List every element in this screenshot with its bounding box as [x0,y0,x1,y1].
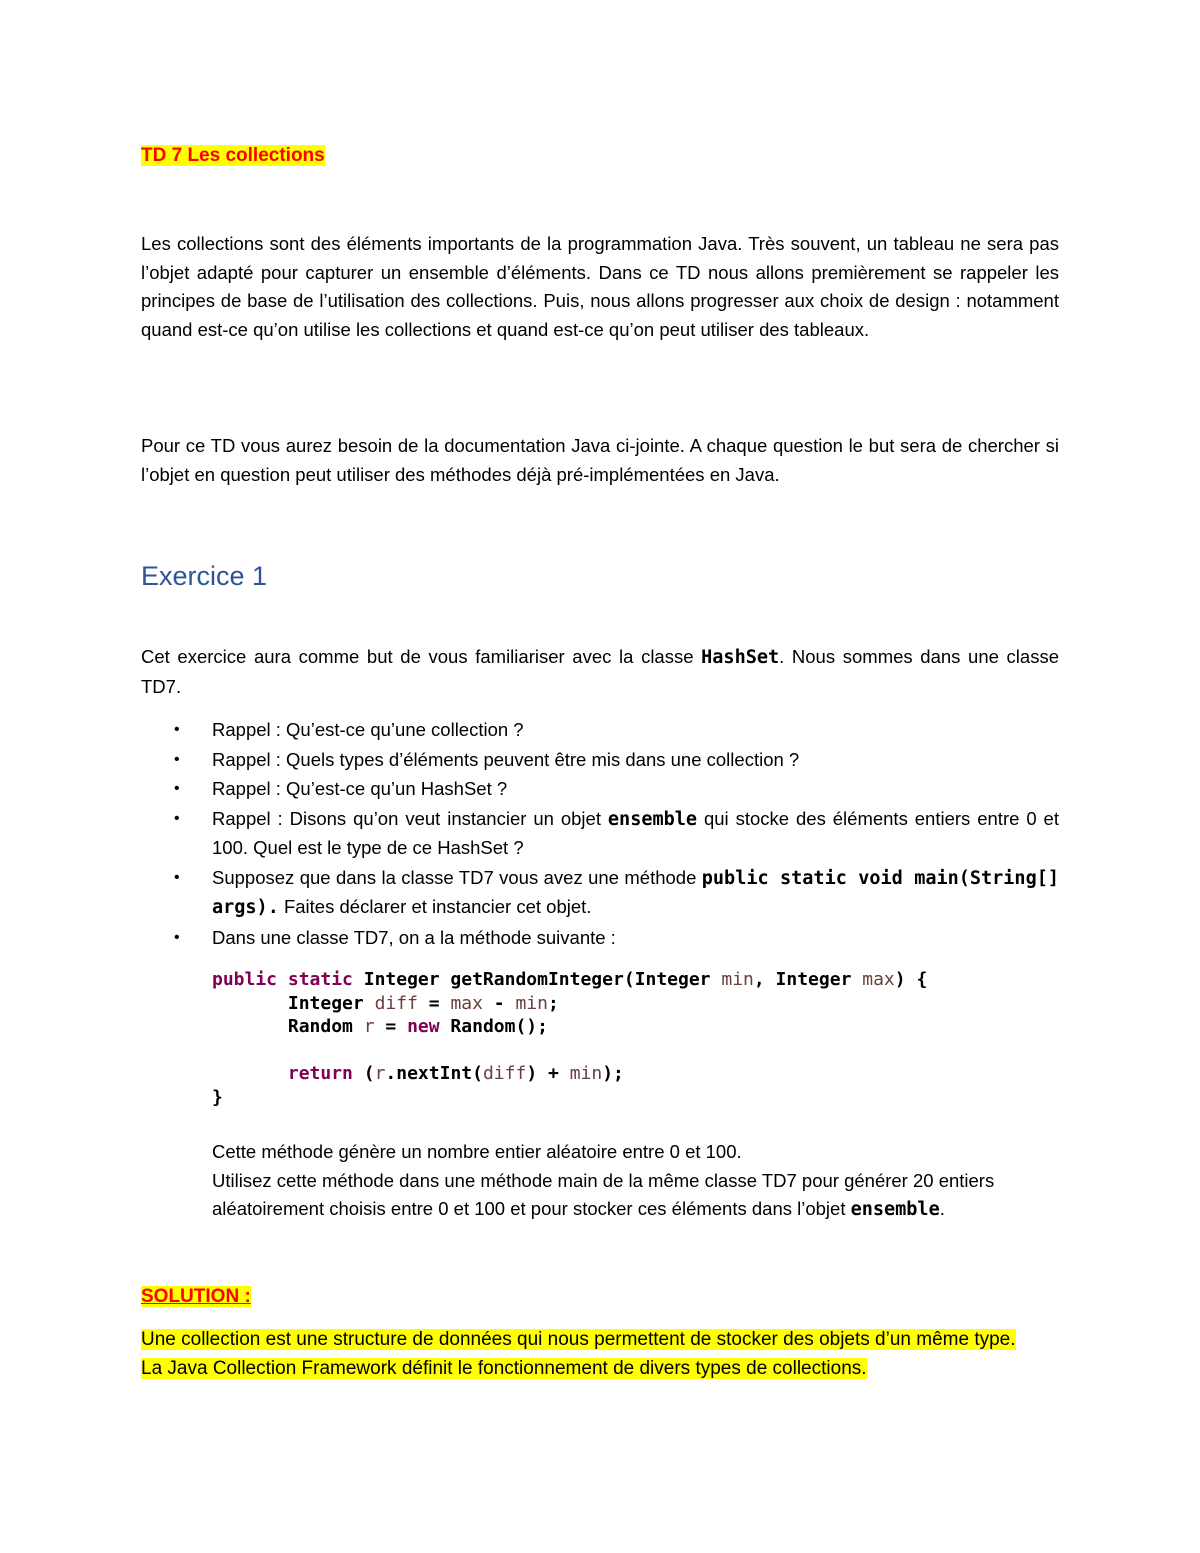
intro-paragraph-2: Pour ce TD vous aurez besoin de la documentation Java ci-jointe. A chaque question le but sera de chercher si l’objet en question peut utiliser des méthodes déjà pré-implémentées en Java. [141,435,1059,485]
code-block: public static Integer getRandomInteger(Integer min, Integer max) { Integer diff = max - min; Random r = new Random(); return (r.nextInt(diff) + min); } [212,969,928,1108]
method-explanation [212,1138,1059,1225]
explanation-line-1: Cette méthode génère un nombre entier aléatoire entre 0 et 100. [212,1141,742,1162]
bullet-icon: • [174,750,180,768]
bullet-icon: • [174,868,180,886]
bullet-icon: • [174,928,180,946]
solution-line-1: Une collection est une structure de données qui nous permettent de stocker des objets d’un même type. [141,1329,1016,1350]
list-item: • Dans une classe TD7, on a la méthode suivante : [141,924,1059,953]
solution-line-2: La Java Collection Framework définit le fonctionnement de divers types de collections. [141,1357,867,1379]
document-title: TD 7 Les collections [141,145,325,166]
inline-code: public static void main(String[] args). [212,867,1059,918]
class-name-code: HashSet [701,647,780,668]
solution-label: SOLUTION : [141,1286,251,1307]
list-item: • Supposez que dans la classe TD7 vous avez une méthode public static void main(String[] args). Faites déclarer et instancier cet objet. [141,864,1059,923]
inline-code: ensemble [850,1199,940,1220]
inline-code: ensemble [607,808,698,830]
explanation-line-2: Utilisez cette méthode dans une méthode main de la même classe TD7 pour générer 20 entiers aléatoirement choisis entre 0 et 100 et pour stocker ces éléments dans l’objet ensemble. [212,1169,995,1220]
list-item: • Rappel : Disons qu’on veut instancier un objet ensemble qui stocke des éléments entiers entre 0 et 100. Quel est le type de ce HashSet ? [141,805,1059,863]
bullet-icon: • [174,780,180,797]
solution-text [141,1326,1071,1383]
list-item: • Rappel : Qu’est-ce qu’un HashSet ? [141,775,1059,804]
question-list [141,716,1059,953]
list-item: • Rappel : Quels types d’éléments peuvent être mis dans une collection ? [141,746,1059,775]
exercise-heading: Exercice 1 [141,561,268,591]
list-item: • Rappel : Qu’est-ce qu’une collection ? [141,716,1059,745]
bullet-icon: • [174,809,180,827]
bullet-icon: • [174,721,180,738]
exercise-lead: Cet exercice aura comme but de vous familiariser avec la classe HashSet. Nous sommes dans une classe TD7. [141,646,1059,697]
intro-paragraph-1: Les collections sont des éléments importants de la programmation Java. Très souvent, un tableau ne sera pas l’objet adapté pour capturer un ensemble d’éléments. Dans ce TD nous allons premièrement se rappeler les principes de base de l’utilisation des collections. Puis, nous allons progresser aux choix de design : notamment quand est-ce qu’on utilise les collections et quand est-ce qu’on peut utiliser des tableaux. [141,233,1059,340]
